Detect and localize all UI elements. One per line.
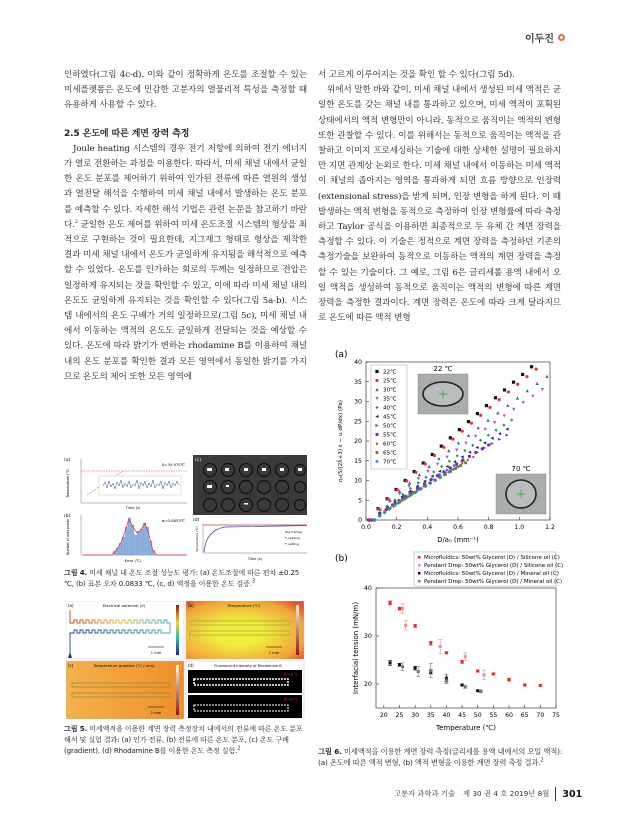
data-point xyxy=(424,462,427,465)
x-tick-label: 70 xyxy=(536,712,545,719)
legend-label: 22℃ xyxy=(383,369,397,376)
data-point xyxy=(479,414,482,417)
figure-6-caption xyxy=(318,746,568,768)
legend-label: 35℃ xyxy=(383,396,397,403)
legend-label: 65℃ xyxy=(383,450,397,457)
data-point xyxy=(442,446,445,449)
data-point xyxy=(398,663,401,666)
caption-text: 미세액적을 이용한 계면 장력 측정장치 내에서의 전류에 따른 온도 분포 해석 및 실험 결과: (a) 인가 전류, (b) 전류에 따른 온도 분포, (c) 온도 구배(gradient), (d) Rhodamine B를 이용한 온도 측정 실험. xyxy=(64,724,303,755)
data-point xyxy=(507,390,510,393)
reference-mark: 2 xyxy=(237,745,241,752)
data-point xyxy=(375,370,378,373)
data-point xyxy=(414,667,417,670)
paragraph: 서 고르게 이루어지는 것을 확인 할 수 있다(그림 5d). xyxy=(318,70,515,80)
legend-label: 50℃ xyxy=(383,423,397,430)
paragraph: 위에서 말한 바와 같이, 미세 채널 내에서 생성된 미세 액적은 균일한 온도를 갖는 채널 내를 통과하고 있으며, 미세 액적이 포획된 상태에서의 액적 변형만이 아니라, 동적으로 움직이는 액적의 변형 또한 관찰할 수 있다. 이를 위해서는 동적으로 움직이는 액적을 관찰하고 이미지 프로세싱하는 기술에 대한 상세한 설명이 필요하지만 지면 관계상 논외로 한다. 미세 채널 내에서 이동하는 미세 액적이 채널의 좁아지는 영역을 통과하게 되면 흐름 방향으로 인장력(extensional stress)을 받게 되며, 인장 변형을 하게 된다. 이 때 발생하는 액적 변형을 동적으로 측정하여 인장 변형률에 따라 측정하고 Taylor 공식을 이용하면 최종적으로 두 유체 간 계면 장력을 측정할 수 있다. 이 기술은 정적으로 계면 장력을 측정하던 기존의 측정기술을 보완하여 동적으로 이동하는 액적의 계면 장력을 측정할 수 있는 기술이다. 그 예로, 그림 6은 글리세롤 용액 내에서 오일 액적을 생성하여 동적으로 움직이는 액적의 변형에 따른 계면 장력을 측정한 결과이다. 계면 장력은 온도에 따라 크게 달라지므로 온도에 따른 액적 변형 xyxy=(318,85,561,324)
data-point xyxy=(396,488,399,491)
legend-label: 40℃ xyxy=(383,405,397,412)
legend xyxy=(371,365,407,469)
data-point xyxy=(512,381,515,384)
data-point xyxy=(483,673,486,676)
data-point xyxy=(461,429,464,432)
legend-label: 30℃ xyxy=(383,387,397,394)
legend-label: Microfluidics: 50wt% Glycerol (D) / Silicone oil (C) xyxy=(424,555,560,561)
caption-text: 미세 채널 내 온도 조절 성능도 평가: (a) 온도조절에 따른 편차 ±0.25 ℃, (b) 표본 오차 0.0833 ℃, (c, d) 액정을 이용한 온도 검증. xyxy=(64,568,300,588)
x-tick-label: 0.0 xyxy=(361,524,371,531)
histogram-bars xyxy=(113,518,155,555)
data-point xyxy=(508,678,511,681)
sigma-label: σ=0.0833℃ xyxy=(161,518,185,523)
data-point xyxy=(464,685,467,688)
data-point xyxy=(494,396,497,399)
data-point xyxy=(516,383,519,386)
data-point xyxy=(389,601,392,604)
legend xyxy=(414,552,563,586)
x-tick-label: 20 xyxy=(379,712,388,719)
x-tick-label: 30 xyxy=(411,712,420,719)
running-header xyxy=(525,30,565,45)
y-tick-label: 30 xyxy=(354,398,362,406)
data-point xyxy=(417,670,420,673)
figure-4 xyxy=(63,455,309,565)
panel-label: (d) xyxy=(188,663,194,668)
data-point xyxy=(481,447,484,450)
left-column xyxy=(64,68,307,385)
data-point xyxy=(429,478,432,481)
x-tick-label: 35 xyxy=(426,712,435,719)
figure-6a-chart xyxy=(318,348,568,548)
x-tick-label: 50 xyxy=(473,712,482,719)
axis-label: Time (s) xyxy=(247,557,263,561)
circle-icon xyxy=(558,34,565,41)
x-axis-label: D/a₀ (mm⁻¹) xyxy=(437,536,479,544)
caption-label: 그림 4. xyxy=(64,568,88,577)
caption-label: 그림 6. xyxy=(318,747,342,756)
temperature-note: At 20 °C xyxy=(283,672,298,677)
y-tick-label: 20 xyxy=(363,680,372,688)
data-point xyxy=(389,661,392,664)
data-point xyxy=(487,443,490,446)
figure-5 xyxy=(66,601,306,719)
data-point xyxy=(470,422,473,425)
data-point xyxy=(479,690,482,693)
data-point xyxy=(476,412,479,415)
mean-label: δ=34.975℃ xyxy=(161,462,185,467)
scale-bar-label: 1 mm xyxy=(268,651,280,655)
inset-label: 22 ℃ xyxy=(433,365,453,373)
legend-item: T_reading xyxy=(285,536,300,540)
data-point xyxy=(433,454,436,457)
x-tick-label: 1.2 xyxy=(545,524,555,531)
data-point xyxy=(401,665,404,668)
data-point xyxy=(492,672,495,675)
y-tick-label: 30 xyxy=(363,632,372,640)
x-tick-label: 1.0 xyxy=(514,524,525,531)
x-tick-label: 60 xyxy=(505,712,513,719)
page-footer xyxy=(394,787,582,801)
data-point xyxy=(468,455,471,458)
data-point xyxy=(485,404,488,407)
data-point xyxy=(464,461,467,464)
data-point xyxy=(503,388,506,391)
panel-label: (a) xyxy=(335,350,348,360)
panel-label: (c) xyxy=(68,663,74,668)
axis-label: Error (℃) xyxy=(124,559,142,563)
figure-4-caption xyxy=(64,567,309,589)
x-tick-label: 0.2 xyxy=(391,524,402,531)
axis-label: Temperature (℃) xyxy=(66,468,70,498)
legend-item: T_setting xyxy=(285,542,299,546)
data-point xyxy=(530,365,533,368)
legend-marker xyxy=(418,580,421,583)
panel-label: (a) xyxy=(68,603,74,608)
author-name: 이두진 xyxy=(525,34,554,45)
y-tick-label: 35 xyxy=(354,378,362,386)
legend-label: 70℃ xyxy=(383,459,397,466)
data-point xyxy=(521,373,524,376)
colorbar xyxy=(176,605,179,655)
panel-label: (d) xyxy=(193,518,200,523)
scale-bar-label: 1 mm xyxy=(150,711,162,715)
colorbar xyxy=(296,605,299,655)
figure-5-caption xyxy=(64,723,309,756)
data-point xyxy=(461,660,464,663)
legend-label: 55℃ xyxy=(383,432,397,439)
data-point xyxy=(398,607,401,610)
scale-bar-label: 1 mm xyxy=(150,651,162,655)
page-number: 301 xyxy=(562,788,583,800)
paragraph xyxy=(64,142,307,385)
divider xyxy=(555,787,556,801)
data-point xyxy=(439,645,442,648)
legend-label: 60℃ xyxy=(383,441,397,448)
axis-label: Temperature (℃) xyxy=(195,526,199,552)
reference-mark: 3 xyxy=(251,578,255,585)
data-point xyxy=(461,459,464,462)
paragraph-text: Joule heating 시스템의 경우 전기 저항에 의하여 전기 에너지가 열로 전환하는 과정을 이용한다. 따라서, 미세 채널 내에서 균일한 온도 분포를 제어하기 위하여 인가된 전류에 따른 열원의 생성과 열전달 해석을 수행하여 미세 채널 내에서 발생하는 온도 분포를 예측할 수 있다. 자세한 해석 기법은 관련 논문을 참고하기 바란다. xyxy=(64,143,307,230)
data-point xyxy=(539,684,542,687)
x-axis-label: Temperature (℃) xyxy=(436,724,496,732)
caption-text: 미세액적을 이용한 계면 장력 측정(글리세롤 용액 내에서의 오일 액적): (a) 온도에 따른 액적 변형, (b) 액적 변형을 이용한 계면 장력 측정 결과. xyxy=(318,747,563,767)
x-tick-label: 0.4 xyxy=(422,524,433,531)
reference-mark: 2 xyxy=(540,757,544,764)
data-point xyxy=(405,479,408,482)
legend-marker xyxy=(418,564,421,567)
data-point xyxy=(404,624,407,627)
x-tick-label: 55 xyxy=(489,712,498,719)
y-tick-label: 15 xyxy=(354,457,362,465)
data-point xyxy=(476,689,479,692)
y-axis-label: Interfacial tension (mN/m) xyxy=(352,601,360,695)
panel-label: (b) xyxy=(335,554,348,564)
x-tick-label: 0.8 xyxy=(483,524,494,531)
paragraph-text: 균일한 온도 제어를 위하여 미세 온도조절 시스템의 형상을 최적으로 구현하는 것이 필요한데, 지그재그 형태로 형상을 제작한 결과 미세 채널 내에서 온도가 균일하게 유지됨을 해석적으로 예측할 수 있었다. 온도를 인가하는 회로의 두께는 일정하므로 전압은 일정하게 유지되는 것을 확인할 수 있고, 이에 따라 미세 채널 내의 온도도 균일하게 유지되는 것을 확인할 수 있다(그림 5a-b). 시스템 내에서의 온도 구배가 거의 일정하므로(그림 5c), 미세 채널 내에서 이동하는 액적의 온도도 균일하게 전달되는 것을 예상할 수 있다. 온도에 따라 밝기가 변하는 rhodamine B를 이용하여 채널 내의 온도 분포를 확인한 결과 모든 영역에서 동일한 밝기를 가지므로 온도의 제어 또한 모든 영역에 xyxy=(64,219,307,382)
y-tick-label: 40 xyxy=(354,359,362,366)
figure-6b-chart xyxy=(318,548,568,743)
x-tick-label: 40 xyxy=(442,712,451,719)
x-tick-label: 25 xyxy=(395,712,404,719)
panel-title: Temperature (°C) xyxy=(227,603,261,608)
y-axis-label: ηₑ(5/(2λ̂+3) ε̇ − u dP/dx) (Pa) xyxy=(338,400,344,482)
temperature-note: At 40 °C xyxy=(283,697,298,702)
panel-label: (a) xyxy=(64,458,71,463)
legend-label: 25℃ xyxy=(383,378,397,385)
x-tick-label: 0.6 xyxy=(453,524,463,531)
data-point xyxy=(525,375,528,378)
right-column xyxy=(318,68,561,326)
panel-title: Temperature gradient (°C / mm) xyxy=(93,663,155,668)
legend-label: Pendant Drop: 50wt% Glycerol (D) / Silicone oil (C) xyxy=(424,563,564,569)
journal-name: 고분자 과학과 기술 xyxy=(394,789,456,798)
plot-area xyxy=(376,588,556,708)
data-point xyxy=(375,433,378,436)
data-point xyxy=(375,379,378,382)
y-tick-label: 20 xyxy=(354,438,362,445)
axis-label: Time (s) xyxy=(125,506,141,510)
legend-label: 45℃ xyxy=(383,414,397,421)
panel-label: (b) xyxy=(188,603,194,608)
data-point xyxy=(375,451,378,454)
data-point xyxy=(414,471,417,474)
data-point xyxy=(414,624,417,627)
y-tick-label: 40 xyxy=(363,584,372,592)
panel-label: (c) xyxy=(195,457,201,463)
panel-title: Electrical potential (V) xyxy=(102,603,146,608)
data-point xyxy=(498,398,501,401)
legend-item: Key frames xyxy=(285,530,302,534)
issue-info: 제 30 권 4 호 2019년 8월 xyxy=(463,789,550,798)
x-tick-label: 75 xyxy=(552,712,560,719)
inset-label: 70 ℃ xyxy=(511,465,531,473)
legend-label: Pendant Drop: 50wt% Glycerol (D) / Mineral oil (C) xyxy=(424,579,563,585)
x-tick-label: 65 xyxy=(520,712,529,719)
data-point xyxy=(488,406,491,409)
legend-marker xyxy=(418,572,421,575)
reference-mark: 2 xyxy=(74,218,78,225)
data-point xyxy=(445,680,448,683)
data-point xyxy=(429,642,432,645)
legend-marker xyxy=(418,556,421,559)
y-tick-label: 25 xyxy=(354,418,362,426)
data-point xyxy=(535,368,538,371)
data-point xyxy=(429,669,432,672)
paragraph: 인하였다(그림 4c-d). 이와 같이 정확하게 온도를 조절할 수 있는 미세플랫폼은 온도에 민감한 고분자의 열물리적 특성을 측정할 때 유용하게 사용할 수 있다. xyxy=(64,70,307,111)
data-point xyxy=(474,451,477,454)
axis-label: Number of data points xyxy=(66,519,70,555)
section-title: 2.5 온도에 따른 계면 장력 측정 xyxy=(64,128,190,139)
colorbar xyxy=(176,665,179,715)
caption-label: 그림 5. xyxy=(64,724,88,733)
y-tick-label: 0 xyxy=(358,517,362,524)
data-point xyxy=(458,428,461,431)
y-tick-label: 5 xyxy=(358,497,362,505)
data-point xyxy=(401,607,404,610)
x-tick-label: 45 xyxy=(458,712,467,719)
data-point xyxy=(523,683,526,686)
panel-title: Fluorescent intensity of Rhodamine B xyxy=(214,664,282,668)
legend-label: Microfluidics: 50wt% Glycerol (D) / Mineral oil (C) xyxy=(424,571,559,577)
data-point xyxy=(476,670,479,673)
data-point xyxy=(461,683,464,686)
data-point xyxy=(445,651,448,654)
y-tick-label: 10 xyxy=(354,477,362,485)
data-point xyxy=(464,655,467,658)
panel-label: (b) xyxy=(64,514,71,519)
data-point xyxy=(467,420,470,423)
data-point xyxy=(451,438,454,441)
